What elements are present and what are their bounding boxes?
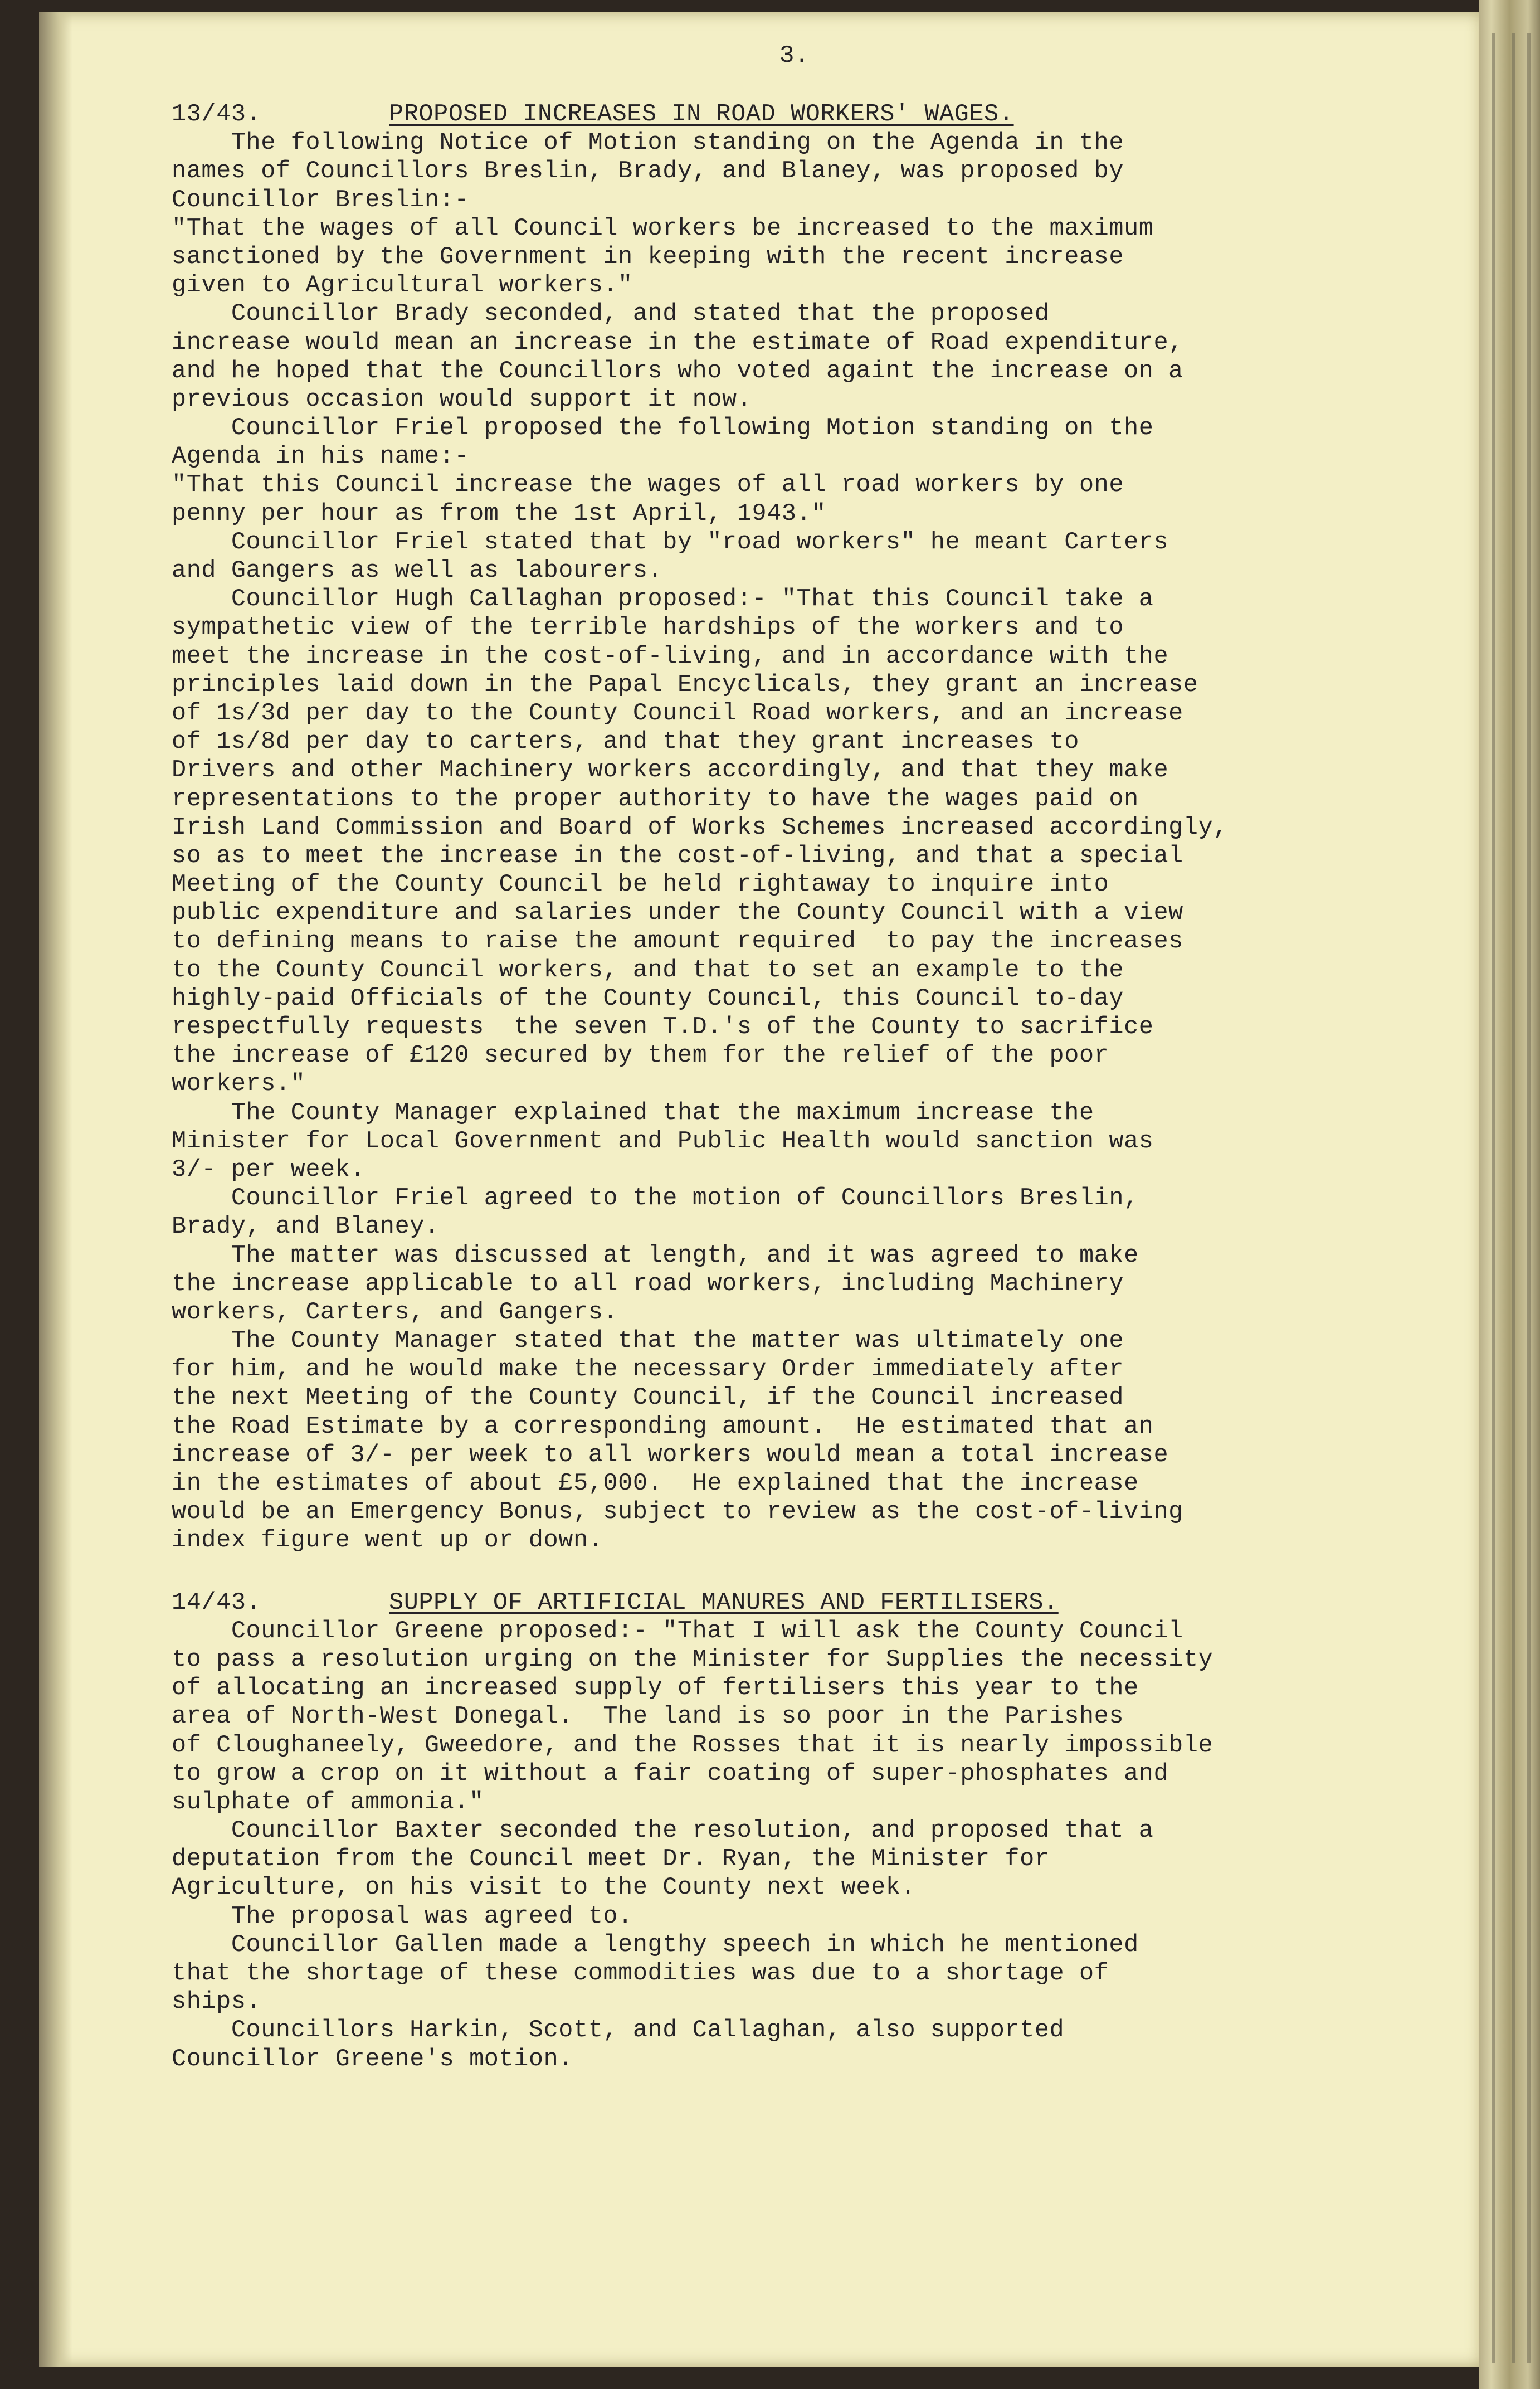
- text-line: respectfully requests the seven T.D.'s of the County to sacrifice: [172, 1014, 1154, 1041]
- text-line: to the County Council workers, and that to set an example to the: [172, 956, 1124, 984]
- text-line: Agriculture, on his visit to the County next week.: [172, 1874, 916, 1902]
- text-line: the increase of £120 secured by them for the relief of the poor: [172, 1042, 1109, 1070]
- text-line: The proposal was agreed to.: [172, 1903, 633, 1930]
- text-line: area of North-West Donegal. The land is so poor in the Parishes: [172, 1703, 1124, 1731]
- text-line: public expenditure and salaries under the County Council with a view: [172, 899, 1183, 927]
- section-body-13-43: [172, 129, 1442, 1555]
- text-line: "That the wages of all Council workers be increased to the maximum: [172, 215, 1154, 242]
- text-line: 3/- per week.: [172, 1156, 365, 1184]
- text-line: meet the increase in the cost-of-living, and in accordance with the: [172, 643, 1169, 670]
- text-line: Councillors Harkin, Scott, and Callaghan, also supported: [172, 2017, 1065, 2045]
- text-line: ships.: [172, 1988, 261, 2016]
- text-line: Drivers and other Machinery workers accordingly, and that they make: [172, 757, 1169, 785]
- page-number: 3.: [779, 42, 810, 70]
- text-line: increase would mean an increase in the estimate of Road expenditure,: [172, 329, 1183, 357]
- text-line: Councillor Greene proposed:- "That I will ask the County Council: [172, 1617, 1183, 1645]
- section-heading-14-43: [172, 1589, 1442, 1617]
- text-line: Councillor Greene's motion.: [172, 2045, 574, 2073]
- text-line: Councillor Gallen made a lengthy speech in which he mentioned: [172, 1931, 1139, 1959]
- text-line: Councillor Baxter seconded the resolution, and proposed that a: [172, 1817, 1154, 1845]
- section-title: SUPPLY OF ARTIFICIAL MANURES AND FERTILISERS.: [389, 1589, 1059, 1617]
- text-line: given to Agricultural workers.": [172, 272, 633, 300]
- text-line: The following Notice of Motion standing on the Agenda in the: [172, 129, 1124, 157]
- text-line: Councillor Hugh Callaghan proposed:- "That this Council take a: [172, 586, 1154, 614]
- text-line: that the shortage of these commodities was due to a shortage of: [172, 1960, 1109, 1987]
- text-line: The County Manager stated that the matter was ultimately one: [172, 1327, 1124, 1355]
- text-line: of 1s/3d per day to the County Council Road workers, and an increase: [172, 699, 1183, 727]
- text-line: penny per hour as from the 1st April, 1943.": [172, 500, 826, 528]
- text-line: sulphate of ammonia.": [172, 1788, 484, 1816]
- text-line: Minister for Local Government and Public Health would sanction was: [172, 1127, 1154, 1155]
- text-line: and Gangers as well as labourers.: [172, 557, 663, 585]
- text-line: Irish Land Commission and Board of Works Schemes increased accordingly,: [172, 814, 1229, 841]
- text-line: of allocating an increased supply of fertilisers this year to the: [172, 1675, 1139, 1702]
- text-line: previous occasion would support it now.: [172, 386, 752, 413]
- text-line: names of Councillors Breslin, Brady, and Blaney, was proposed by: [172, 158, 1124, 186]
- section-body-14-43: [172, 1617, 1442, 2074]
- minutes-text: [172, 39, 1442, 2074]
- section-title: PROPOSED INCREASES IN ROAD WORKERS' WAGES.: [389, 101, 1014, 128]
- page-stack-edge: [1479, 0, 1540, 2389]
- text-line: increase of 3/- per week to all workers would mean a total increase: [172, 1441, 1169, 1469]
- text-line: in the estimates of about £5,000. He explained that the increase: [172, 1470, 1139, 1497]
- text-line: sanctioned by the Government in keeping with the recent increase: [172, 243, 1124, 271]
- text-line: workers, Carters, and Gangers.: [172, 1298, 618, 1326]
- text-line: and he hoped that the Councillors who voted againt the increase on a: [172, 357, 1183, 385]
- text-line: The County Manager explained that the maximum increase the: [172, 1099, 1094, 1127]
- text-line: index figure went up or down.: [172, 1527, 603, 1555]
- text-line: so as to meet the increase in the cost-of-living, and that a special: [172, 842, 1183, 870]
- text-line: the Road Estimate by a corresponding amount. He estimated that an: [172, 1413, 1154, 1441]
- text-line: representations to the proper authority to have the wages paid on: [172, 785, 1139, 813]
- text-line: to pass a resolution urging on the Minister for Supplies the necessity: [172, 1646, 1214, 1673]
- section-number: 13/43.: [172, 101, 261, 128]
- section-heading-13-43: [172, 100, 1442, 129]
- text-line: "That this Council increase the wages of all road workers by one: [172, 471, 1124, 499]
- text-line: Councillor Brady seconded, and stated that the proposed: [172, 300, 1050, 328]
- text-line: sympathetic view of the terrible hardships of the workers and to: [172, 614, 1124, 642]
- text-line: to defining means to raise the amount required to pay the increases: [172, 928, 1183, 956]
- binding-gutter: [39, 12, 72, 2367]
- text-line: for him, and he would make the necessary Order immediately after: [172, 1356, 1124, 1384]
- text-line: The matter was discussed at length, and it was agreed to make: [172, 1242, 1139, 1269]
- text-line: deputation from the Council meet Dr. Ryan, the Minister for: [172, 1846, 1050, 1874]
- text-line: Councillor Friel proposed the following Motion standing on the: [172, 415, 1154, 442]
- text-line: workers.": [172, 1071, 306, 1098]
- text-line: the next Meeting of the County Council, if the Council increased: [172, 1384, 1124, 1412]
- text-line: Agenda in his name:-: [172, 443, 470, 471]
- text-line: Councillor Breslin:-: [172, 186, 470, 214]
- text-line: Brady, and Blaney.: [172, 1213, 440, 1241]
- text-line: principles laid down in the Papal Encyclicals, they grant an increase: [172, 671, 1198, 699]
- text-line: Meeting of the County Council be held rightaway to inquire into: [172, 871, 1109, 899]
- text-line: highly-paid Officials of the County Council, this Council to-day: [172, 985, 1124, 1013]
- text-line: to grow a crop on it without a fair coating of super-phosphates and: [172, 1760, 1169, 1788]
- text-line: the increase applicable to all road workers, including Machinery: [172, 1270, 1124, 1298]
- text-line: would be an Emergency Bonus, subject to review as the cost-of-living: [172, 1498, 1183, 1526]
- text-line: Councillor Friel stated that by "road workers" he meant Carters: [172, 528, 1169, 556]
- text-line: of Cloughaneely, Gweedore, and the Rosses that it is nearly impossible: [172, 1731, 1214, 1759]
- section-number: 14/43.: [172, 1589, 261, 1617]
- text-line: Councillor Friel agreed to the motion of Councillors Breslin,: [172, 1185, 1139, 1213]
- text-line: of 1s/8d per day to carters, and that they grant increases to: [172, 728, 1079, 756]
